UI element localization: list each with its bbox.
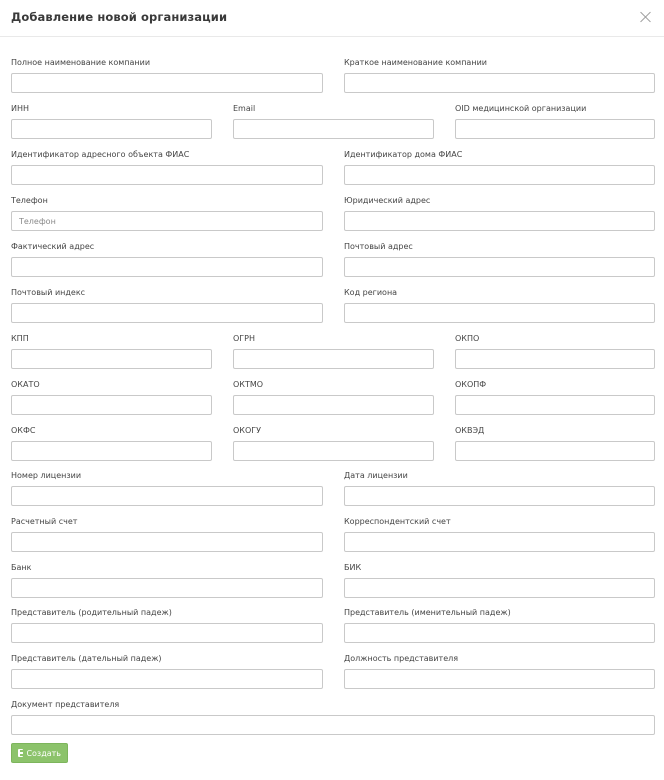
fias-house-id-label: Идентификатор дома ФИАС [344, 150, 463, 159]
kpp-label: КПП [11, 334, 29, 343]
phone-input[interactable] [11, 211, 323, 231]
oktmo-input[interactable] [233, 395, 434, 415]
rep-document-input[interactable] [11, 715, 655, 735]
correspondent-account-input[interactable] [344, 532, 655, 552]
license-number-input[interactable] [11, 486, 323, 506]
email-input[interactable] [233, 119, 434, 139]
rep-position-label: Должность представителя [344, 654, 459, 663]
fias-address-id-label: Идентификатор адресного объекта ФИАС [11, 150, 190, 159]
bik-label: БИК [344, 563, 362, 572]
region-code-input[interactable] [344, 303, 655, 323]
bik-input[interactable] [344, 578, 655, 598]
email-label: Email [233, 104, 256, 113]
oid-input[interactable] [455, 119, 655, 139]
rep-dative-input[interactable] [11, 669, 323, 689]
license-date-input[interactable] [344, 486, 655, 506]
okved-label: ОКВЭД [455, 426, 485, 435]
modal-title: Добавление новой организации [11, 10, 228, 24]
rep-dative-label: Представитель (дательный падеж) [11, 654, 162, 663]
okato-label: ОКАТО [11, 380, 40, 389]
short-name-input[interactable] [344, 73, 655, 93]
fias-house-id-input[interactable] [344, 165, 655, 185]
okogu-label: ОКОГУ [233, 426, 262, 435]
okopf-input[interactable] [455, 395, 655, 415]
bank-input[interactable] [11, 578, 323, 598]
phone-label: Телефон [11, 196, 48, 205]
short-name-label: Краткое наименование компании [344, 58, 487, 67]
postal-index-input[interactable] [11, 303, 323, 323]
okogu-input[interactable] [233, 441, 434, 461]
okopf-label: ОКОПФ [455, 380, 487, 389]
full-name-label: Полное наименование компании [11, 58, 151, 67]
rep-document-label: Документ представителя [11, 700, 120, 709]
create-button[interactable] [11, 743, 68, 763]
full-name-input[interactable] [11, 73, 323, 93]
actual-address-input[interactable] [11, 257, 323, 277]
okpo-label: ОКПО [455, 334, 480, 343]
oid-label: OID медицинской организации [455, 104, 587, 113]
modal-header [0, 0, 664, 37]
region-code-label: Код региона [344, 288, 398, 297]
inn-label: ИНН [11, 104, 30, 113]
rep-genitive-label: Представитель (родительный падеж) [11, 608, 172, 617]
bank-label: Банк [11, 563, 32, 572]
rep-position-input[interactable] [344, 669, 655, 689]
okfs-label: ОКФС [11, 426, 36, 435]
oktmo-label: ОКТМО [233, 380, 264, 389]
correspondent-account-label: Корреспондентский счет [344, 517, 451, 526]
settlement-account-label: Расчетный счет [11, 517, 78, 526]
legal-address-label: Юридический адрес [344, 196, 431, 205]
okato-input[interactable] [11, 395, 212, 415]
postal-address-label: Почтовый адрес [344, 242, 413, 251]
inn-input[interactable] [11, 119, 212, 139]
rep-nominative-label: Представитель (именительный падеж) [344, 608, 511, 617]
ogrn-label: ОГРН [233, 334, 256, 343]
close-icon[interactable] [639, 10, 653, 24]
actual-address-label: Фактический адрес [11, 242, 95, 251]
license-date-label: Дата лицензии [344, 471, 408, 480]
ogrn-input[interactable] [233, 349, 434, 369]
rep-nominative-input[interactable] [344, 623, 655, 643]
okved-input[interactable] [455, 441, 655, 461]
postal-index-label: Почтовый индекс [11, 288, 86, 297]
rep-genitive-input[interactable] [11, 623, 323, 643]
save-icon [18, 749, 23, 757]
okfs-input[interactable] [11, 441, 212, 461]
create-button-label: Создать [26, 748, 61, 758]
license-number-label: Номер лицензии [11, 471, 82, 480]
okpo-input[interactable] [455, 349, 655, 369]
settlement-account-input[interactable] [11, 532, 323, 552]
kpp-input[interactable] [11, 349, 212, 369]
fias-address-id-input[interactable] [11, 165, 323, 185]
legal-address-input[interactable] [344, 211, 655, 231]
postal-address-input[interactable] [344, 257, 655, 277]
